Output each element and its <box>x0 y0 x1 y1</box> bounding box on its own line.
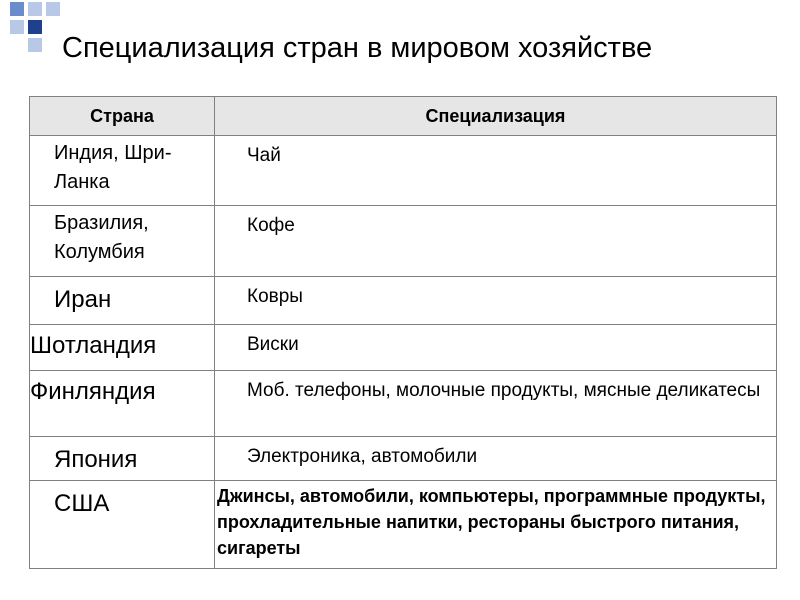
country-cell: Бразилия, Колумбия <box>30 206 215 277</box>
specialization-table <box>29 96 777 569</box>
table-row <box>30 136 777 206</box>
country-cell: Индия, Шри-Ланка <box>30 136 215 206</box>
header-country: Страна <box>30 97 215 136</box>
deco-square <box>46 2 60 16</box>
table-row <box>30 325 777 371</box>
deco-square <box>28 2 42 16</box>
table-row <box>30 206 777 277</box>
specialization-cell: Электроника, автомобили <box>215 437 777 481</box>
country-cell: Финляндия <box>30 371 215 437</box>
country-cell: Шотландия <box>30 325 215 371</box>
specialization-cell: Чай <box>215 136 777 206</box>
table-row <box>30 481 777 569</box>
table-header-row <box>30 97 777 136</box>
specialization-cell: Виски <box>215 325 777 371</box>
country-cell: Иран <box>30 277 215 325</box>
table-row <box>30 437 777 481</box>
specialization-cell: Кофе <box>215 206 777 277</box>
specialization-cell: Джинсы, автомобили, компьютеры, программные продукты, прохладительные напитки, рестораны быстрого питания, сигареты <box>215 481 777 569</box>
deco-square <box>10 2 24 16</box>
country-cell: Япония <box>30 437 215 481</box>
specialization-cell: Моб. телефоны, молочные продукты, мясные деликатесы <box>215 371 777 437</box>
header-specialization: Специализация <box>215 97 777 136</box>
deco-square <box>28 20 42 34</box>
specialization-cell: Ковры <box>215 277 777 325</box>
table-row <box>30 371 777 437</box>
table-row <box>30 277 777 325</box>
deco-square <box>28 38 42 52</box>
slide-title: Специализация стран в мировом хозяйстве <box>62 32 653 64</box>
country-cell: США <box>30 481 215 569</box>
deco-square <box>10 20 24 34</box>
